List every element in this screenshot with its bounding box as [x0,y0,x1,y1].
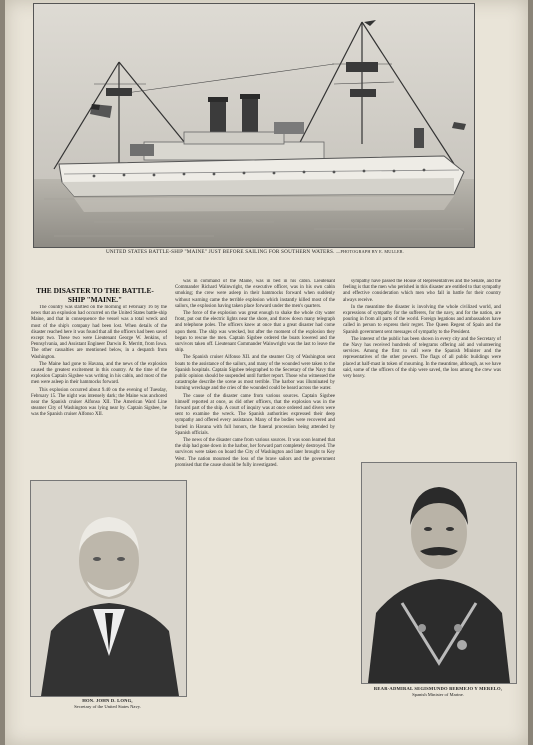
paragraph: This explosion occurred about 9.40 on the evening of Tuesday, February 15. The night was intensely dark; the Maine was anchored near the Spanish cruiser Alfonso XII. The American Ward Line steamer City of Washington was lying near by. Captain Sigsbee, he was the Spanish cruiser Alfonso XII. [31,387,167,418]
article-column-1 [31,305,167,477]
article-column-3 [343,279,501,459]
portrait-title: Spanish Minister of Marine. [412,692,464,697]
paragraph: The news of the disaster came from various sources. It was soon learned that the ship had gone down in the harbor, her forward part completely destroyed. The survivors were taken on board the City of Washington and later brought to Key West. The nation mourned the loss of the brave sailors and the government promised that the cause should be fully investigated. [175,438,335,468]
portrait-caption-left [30,698,185,710]
battleship-illustration [34,4,474,247]
portrait-name: HON. JOHN D. LONG, [82,698,133,703]
paragraph: The force of the explosion was great enough to shake the whole city water front, put out the electric lights near the shore, and throw down many telegraph and telephone poles. The officers knew at once that a great disaster had come upon them. The ship was wrecked, but after the moment of the explosion they began to rescue the men. Captain Sigsbee ordered the boats lowered and the survivors taken off. Lieutenant Commander Wainwright was the last to leave the ship. [175,311,335,354]
paragraph: The interest of the public has been shown in every city and the Secretary of the Navy has received hundreds of telegrams offering aid and volunteering services. Among the first to call were the Spanish Minister and the representatives of the other powers. The flags of all public buildings were placed at half-mast in token of mourning. In the meantime, although, as we have said, some of the officers of the ship were saved, the loss among the crew was very heavy. [343,336,501,380]
photo-credit: —PHOTOGRAPH BY E. MULLER. [336,249,405,254]
portrait-caption-right [361,686,515,698]
paragraph: was in command of the Maine, was in bed in his cabin. Lieutenant Commander Richard Wainwright, the executive officer, was in his own cabin smoking; the crew were asleep in their hammocks forward when suddenly without warning came the terrible explosion which instantly killed most of the sailors, the explosion having taken place forward under the men's quarters. [175,279,335,309]
battleship-photo [33,3,475,248]
article-column-2 [175,279,335,739]
photo-caption [45,249,465,255]
paragraph: The country was startled on the morning of February 16 by the news that an explosion had occurred on the United States battle-ship Maine, and that in consequence the vessel was a total wreck and most of the ship's company had been lost. When details of the disaster reached here it was found that all the officers had been saved except two. These two were Lieutenant George W. Jenkins, of Pennsylvania, and Assistant Engineer Darwin R. Merritt, from Iowa. The other casualties are mentioned below, in a despatch from Washington. [31,305,167,360]
portrait-illustration [31,481,186,696]
paragraph: The Maine had gone to Havana, and the news of the explosion caused the greatest excitement in this country. At the time of the explosion Captain Sigsbee was writing in his cabin, and most of the men were asleep in their hammocks forward. [31,361,167,386]
paragraph: In the meantime the disaster is involving the whole civilized world, and expressions of sympathy for the sufferers, for the navy, and for the nation, are pouring in from all parts of the world. Foreign legations and ambassadors have called in person to express their regret. The Queen Regent of Spain and the Spanish government sent messages of sympathy to the President. [343,304,501,335]
paragraph: The Spanish cruiser Alfonso XII. and the steamer City of Washington sent boats to the assistance of the sailors, and many of the wounded were taken to the Spanish hospitals. Captain Sigsbee telegraphed to the Secretary of the Navy that public opinion should be suspended until further report. Those who witnessed the catastrophe describe the scene as most terrible. The harbor was illuminated by burning wreckage and the cries of the wounded could be heard across the water. [175,355,335,392]
portrait-john-d-long [30,480,187,697]
article-headline: THE DISASTER TO THE BATTLE-SHIP "MAINE." [36,286,154,304]
newspaper-page [5,0,528,745]
photo-caption-text: UNITED STATES BATTLE-SHIP "MAINE" JUST BEFORE SAILING FOR SOUTHERN WATERS. [105,249,335,255]
portrait-illustration [362,463,516,683]
paragraph: sympathy have passed the House of Representatives and the Senate, and the feeling is that the men who perished in this disaster are entitled to that sympathy and effective consideration which men who fall in battle for their country always receive. [343,279,501,303]
paragraph: The cause of the disaster came from various sources. Captain Sigsbee himself reported at once, as did other officers, that the explosion was in the forward part of the ship. A court of inquiry was at once ordered and divers were sent to examine the wreck. The Spanish authorities expressed their deep sympathy and offered every assistance. Many of the bodies were recovered and buried in Havana with full honors, the funeral procession being attended by Spanish officials. [175,393,335,436]
portrait-name: REAR-ADMIRAL SEGISMUNDO BERMEJO Y MERELO, [373,686,503,691]
portrait-title: Secretary of the United States Navy. [74,704,141,709]
portrait-segismundo-bermejo [361,462,517,684]
